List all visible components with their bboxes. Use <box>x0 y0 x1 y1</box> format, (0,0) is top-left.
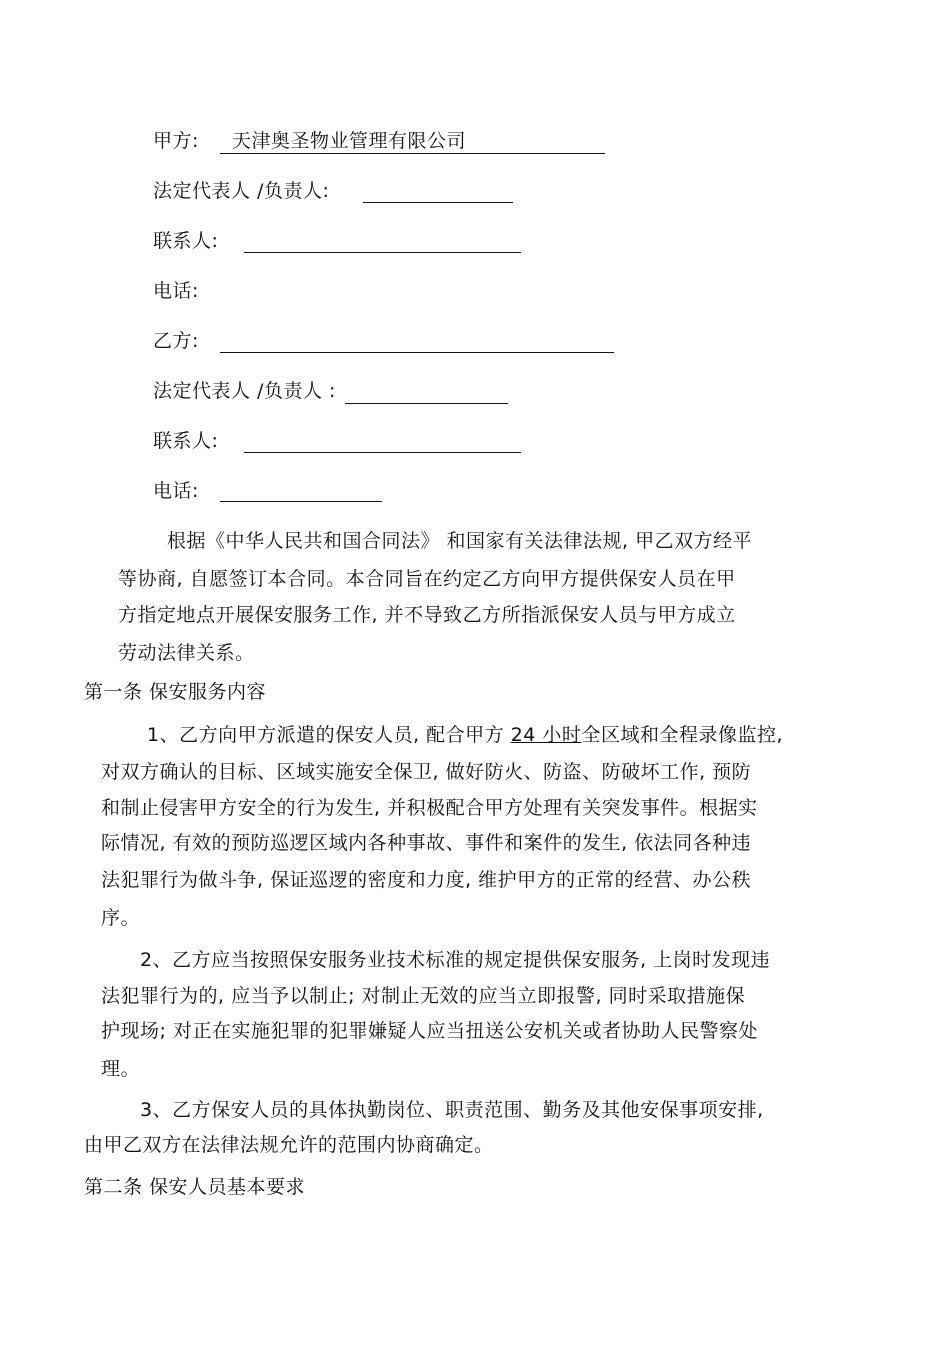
party-a-label: 甲方: <box>153 130 199 152</box>
item-1-underlined-24h: 24 小时 <box>510 724 582 746</box>
article-2-title: 第二条 保安人员基本要求 <box>84 1176 306 1198</box>
party-a-contact-field <box>244 252 521 253</box>
party-b-name-field <box>220 352 614 353</box>
party-b-rep-field <box>345 403 508 404</box>
preamble-line-4: 劳动法律关系。 <box>118 642 255 664</box>
article-1-item-3-line-1: 3、乙方保安人员的具体执勤岗位、职责范围、勤务及其他安保事项安排, <box>140 1099 764 1121</box>
article-1-item-1-line-6: 序。 <box>101 907 141 929</box>
article-1-item-3-line-2: 由甲乙双方在法律法规允许的范围内协商确定。 <box>84 1134 494 1156</box>
item-1-text-pre: 1、乙方向甲方派遣的保安人员, 配合甲方 <box>147 724 511 746</box>
article-1-item-2-line-2: 法犯罪行为的, 应当予以制止; 对制止无效的应当立即报警, 同时采取措施保 <box>101 985 746 1007</box>
preamble-line-1: 根据《中华人民共和国合同法》 和国家有关法律法规, 甲乙双方经平 <box>167 530 753 552</box>
party-a-contact-label: 联系人: <box>153 230 219 252</box>
item-1-text-post: 全区域和全程录像监控, <box>581 724 783 746</box>
article-1-title: 第一条 保安服务内容 <box>84 681 267 703</box>
party-a-rep-field <box>363 202 513 203</box>
party-b-contact-field <box>244 452 521 453</box>
party-a-rep-label: 法定代表人 /负责人: <box>153 180 330 202</box>
article-1-item-1-line-1 <box>147 723 783 747</box>
article-1-item-1-line-2: 对双方确认的目标、区域实施安全保卫, 做好防火、防盗、防破坏工作, 预防 <box>101 761 752 783</box>
article-1-item-2-line-3: 护现场; 对正在实施犯罪的犯罪嫌疑人应当扭送公安机关或者协助人民警察处 <box>101 1020 758 1042</box>
party-b-contact-label: 联系人: <box>153 430 219 452</box>
party-b-phone-field <box>220 501 382 502</box>
party-a-name-underline <box>220 153 605 154</box>
party-b-rep-label: 法定代表人 /负责人 : <box>153 380 336 402</box>
article-1-item-2-line-4: 理。 <box>101 1058 141 1080</box>
article-1-item-1-line-5: 法犯罪行为做斗争, 保证巡逻的密度和力度, 维护甲方的正常的经营、办公秩 <box>101 869 752 891</box>
preamble-line-3: 方指定地点开展保安服务工作, 并不导致乙方所指派保安人员与甲方成立 <box>118 604 736 626</box>
party-b-phone-label: 电话: <box>153 480 199 502</box>
article-1-item-1-line-4: 际情况, 有效的预防巡逻区域内各种事故、事件和案件的发生, 依法同各种违 <box>101 832 752 854</box>
preamble-line-2: 等协商, 自愿签订本合同。本合同旨在约定乙方向甲方提供保安人员在甲 <box>118 568 736 590</box>
article-1-item-1-line-3: 和制止侵害甲方安全的行为发生, 并积极配合甲方处理有关突发事件。根据实 <box>101 797 758 819</box>
party-b-label: 乙方: <box>153 330 199 352</box>
party-a-name: 天津奥圣物业管理有限公司 <box>232 130 467 152</box>
article-1-item-2-line-1: 2、乙方应当按照保安服务业技术标准的规定提供保安服务, 上岗时发现违 <box>140 949 771 971</box>
party-a-phone-label: 电话: <box>153 280 199 302</box>
